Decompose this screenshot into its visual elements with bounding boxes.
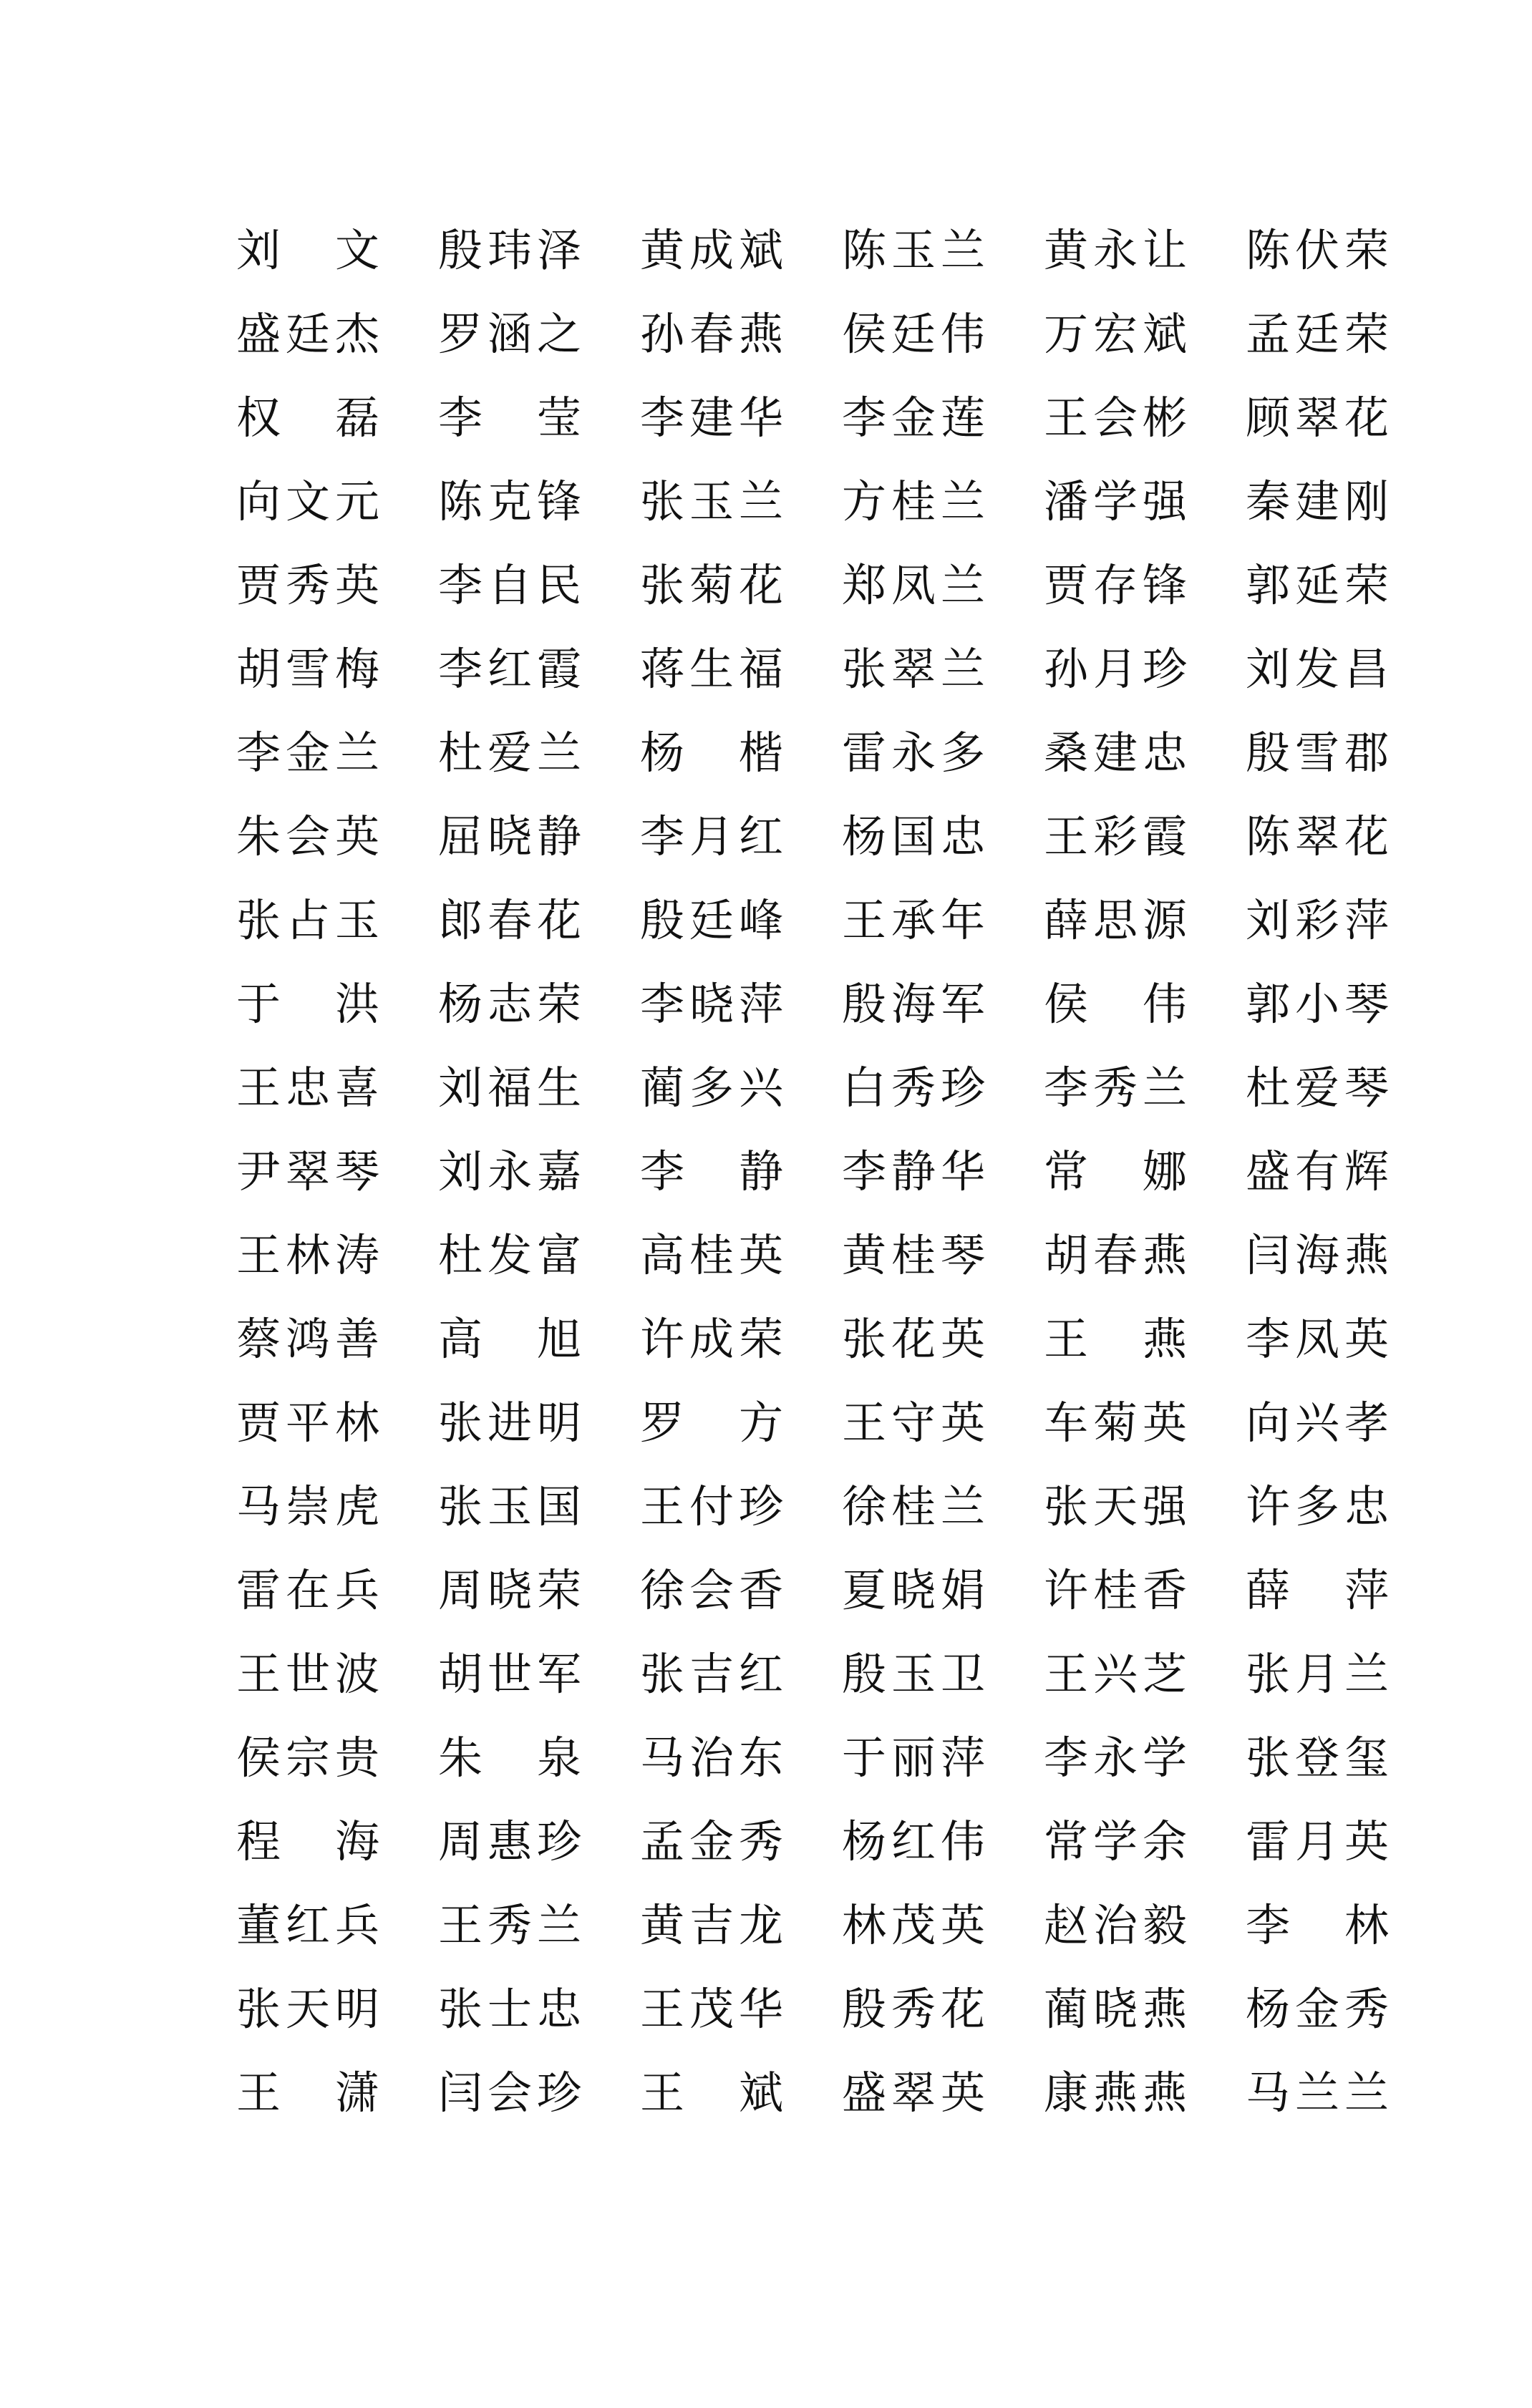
- name-entry: 朱 会 英: [236, 810, 379, 863]
- name-row: [236, 1387, 1439, 1459]
- name-entry: 陈 玉 兰: [842, 224, 985, 276]
- name-entry: 黄 成 斌: [640, 224, 783, 276]
- name-entry: 盛 廷 杰: [236, 308, 379, 360]
- name-entry: 孙 月 珍: [1044, 643, 1187, 695]
- name-entry: 张 士 忠: [438, 1983, 581, 2035]
- name-entry: 尹 翠 琴: [236, 1145, 379, 1198]
- name-entry: 王 兴 芝: [1044, 1648, 1187, 1700]
- name-entry: 殷 玉 卫: [842, 1648, 985, 1700]
- name-entry: 侯 廷 伟: [842, 308, 985, 360]
- name-entry: 陈 伏 荣: [1246, 224, 1389, 276]
- name-entry: 郎 春 花: [438, 894, 581, 946]
- name-entry: 闫 海 燕: [1246, 1229, 1389, 1281]
- name-entry: 许 多 忠: [1246, 1480, 1389, 1533]
- name-entry: 刘 福 生: [438, 1062, 581, 1114]
- name-entry: 胡 世 军: [438, 1648, 581, 1700]
- name-row: [236, 550, 1439, 621]
- name-entry: 王 世 波: [236, 1648, 379, 1700]
- name-entry: 杨 志 荣: [438, 978, 581, 1030]
- name-entry: 王 付 珍: [640, 1480, 783, 1533]
- name-entry: 张 登 玺: [1246, 1732, 1389, 1784]
- name-entry: 郭 延 荣: [1246, 559, 1389, 611]
- name-entry: 殷 秀 花: [842, 1983, 985, 2035]
- name-entry: 黄 永 让: [1044, 224, 1187, 276]
- name-entry: 程 海: [236, 1815, 379, 1868]
- name-entry: 郑 凤 兰: [842, 559, 985, 611]
- name-entry: 陈 翠 花: [1246, 810, 1389, 863]
- name-entry: 杨 金 秀: [1246, 1983, 1389, 2035]
- name-entry: 林 茂 英: [842, 1899, 985, 1951]
- name-entry: 贾 平 林: [236, 1397, 379, 1449]
- name-entry: 孙 春 燕: [640, 308, 783, 360]
- name-entry: 王 守 英: [842, 1397, 985, 1449]
- name-entry: 张 玉 国: [438, 1480, 581, 1533]
- name-entry: 徐 桂 兰: [842, 1480, 985, 1533]
- name-entry: 康 燕 燕: [1044, 2067, 1187, 2119]
- name-entry: 李 红 霞: [438, 643, 581, 695]
- name-entry: 刘 永 嘉: [438, 1145, 581, 1198]
- name-row: [236, 466, 1439, 538]
- name-entry: 雷 月 英: [1246, 1815, 1389, 1868]
- name-entry: 马 治 东: [640, 1732, 783, 1784]
- name-row: [236, 1471, 1439, 1543]
- name-entry: 李 静 华: [842, 1145, 985, 1198]
- name-entry: 贾 秀 英: [236, 559, 379, 611]
- name-entry: 许 桂 香: [1044, 1564, 1187, 1616]
- name-entry: 周 惠 珍: [438, 1815, 581, 1868]
- name-row: [236, 1555, 1439, 1626]
- name-entry: 董 红 兵: [236, 1899, 379, 1951]
- name-entry: 李 金 莲: [842, 392, 985, 444]
- name-row: [236, 885, 1439, 956]
- name-entry: 权 磊: [236, 392, 379, 444]
- name-entry: 薛 萍: [1246, 1564, 1389, 1616]
- name-entry: 方 桂 兰: [842, 475, 985, 528]
- name-entry: 刘 发 昌: [1246, 643, 1389, 695]
- name-entry: 张 翠 兰: [842, 643, 985, 695]
- name-entry: 高 旭: [438, 1313, 581, 1365]
- name-entry: 于 洪: [236, 978, 379, 1030]
- name-row: [236, 298, 1439, 370]
- name-entry: 陈 克 锋: [438, 475, 581, 528]
- name-entry: 蔺 多 兴: [640, 1062, 783, 1114]
- name-row: [236, 633, 1439, 705]
- name-entry: 车 菊 英: [1044, 1397, 1187, 1449]
- name-entry: 秦 建 刚: [1246, 475, 1389, 528]
- name-entry: 李 秀 兰: [1044, 1062, 1187, 1114]
- name-entry: 向 文 元: [236, 475, 379, 528]
- name-row: [236, 1638, 1439, 1710]
- name-entry: 王 燕: [1044, 1313, 1187, 1365]
- name-entry: 李 自 民: [438, 559, 581, 611]
- name-entry: 盛 有 辉: [1246, 1145, 1389, 1198]
- name-row: [236, 1722, 1439, 1794]
- name-entry: 雷 在 兵: [236, 1564, 379, 1616]
- name-entry: 杨 红 伟: [842, 1815, 985, 1868]
- name-entry: 李 金 兰: [236, 727, 379, 779]
- name-entry: 向 兴 孝: [1246, 1397, 1389, 1449]
- name-entry: 高 桂 英: [640, 1229, 783, 1281]
- name-entry: 顾 翠 花: [1246, 392, 1389, 444]
- name-entry: 王 会 彬: [1044, 392, 1187, 444]
- name-list-grid: [236, 215, 1439, 2147]
- name-entry: 常 娜: [1044, 1145, 1187, 1198]
- name-entry: 许 成 荣: [640, 1313, 783, 1365]
- name-row: [236, 1890, 1439, 1961]
- name-entry: 赵 治 毅: [1044, 1899, 1187, 1951]
- name-entry: 李 莹: [438, 392, 581, 444]
- name-entry: 张 玉 兰: [640, 475, 783, 528]
- name-entry: 殷 玮 泽: [438, 224, 581, 276]
- name-entry: 侯 宗 贵: [236, 1732, 379, 1784]
- name-entry: 马 兰 兰: [1246, 2067, 1389, 2119]
- name-entry: 万 宏 斌: [1044, 308, 1187, 360]
- name-entry: 张 月 兰: [1246, 1648, 1389, 1700]
- name-entry: 刘 文: [236, 224, 379, 276]
- name-entry: 徐 会 香: [640, 1564, 783, 1616]
- name-row: [236, 1052, 1439, 1124]
- name-entry: 李 静: [640, 1145, 783, 1198]
- name-row: [236, 1303, 1439, 1375]
- name-row: [236, 2057, 1439, 2129]
- name-entry: 孟 金 秀: [640, 1815, 783, 1868]
- name-entry: 杨 楷: [640, 727, 783, 779]
- name-entry: 闫 会 珍: [438, 2067, 581, 2119]
- name-entry: 胡 春 燕: [1044, 1229, 1187, 1281]
- name-row: [236, 717, 1439, 789]
- name-entry: 李 晓 萍: [640, 978, 783, 1030]
- name-entry: 黄 桂 琴: [842, 1229, 985, 1281]
- name-entry: 雷 永 多: [842, 727, 985, 779]
- name-row: [236, 215, 1439, 286]
- name-entry: 夏 晓 娟: [842, 1564, 985, 1616]
- name-entry: 蔺 晓 燕: [1044, 1983, 1187, 2035]
- name-entry: 白 秀 珍: [842, 1062, 985, 1114]
- name-entry: 刘 彩 萍: [1246, 894, 1389, 946]
- name-entry: 桑 建 忠: [1044, 727, 1187, 779]
- name-row: [236, 1974, 1439, 2045]
- name-entry: 杜 发 富: [438, 1229, 581, 1281]
- name-entry: 张 天 明: [236, 1983, 379, 2035]
- name-entry: 盛 翠 英: [842, 2067, 985, 2119]
- name-row: [236, 1806, 1439, 1878]
- name-entry: 李 林: [1246, 1899, 1389, 1951]
- name-entry: 殷 雪 郡: [1246, 727, 1389, 779]
- name-row: [236, 1220, 1439, 1291]
- name-entry: 常 学 余: [1044, 1815, 1187, 1868]
- name-entry: 王 潇: [236, 2067, 379, 2119]
- name-entry: 周 晓 荣: [438, 1564, 581, 1616]
- name-entry: 薛 思 源: [1044, 894, 1187, 946]
- name-entry: 侯 伟: [1044, 978, 1187, 1030]
- name-entry: 蒋 生 福: [640, 643, 783, 695]
- name-entry: 马 崇 虎: [236, 1480, 379, 1533]
- name-entry: 杨 国 忠: [842, 810, 985, 863]
- name-entry: 罗 方: [640, 1397, 783, 1449]
- name-entry: 王 彩 霞: [1044, 810, 1187, 863]
- name-entry: 李 月 红: [640, 810, 783, 863]
- name-entry: 李 凤 英: [1246, 1313, 1389, 1365]
- name-entry: 王 秀 兰: [438, 1899, 581, 1951]
- name-entry: 殷 海 军: [842, 978, 985, 1030]
- name-entry: 李 建 华: [640, 392, 783, 444]
- name-entry: 蔡 鸿 善: [236, 1313, 379, 1365]
- name-entry: 王 茂 华: [640, 1983, 783, 2035]
- name-entry: 朱 泉: [438, 1732, 581, 1784]
- name-entry: 张 吉 红: [640, 1648, 783, 1700]
- name-entry: 罗 涵 之: [438, 308, 581, 360]
- name-entry: 孟 廷 荣: [1246, 308, 1389, 360]
- name-entry: 胡 雪 梅: [236, 643, 379, 695]
- name-row: [236, 1136, 1439, 1208]
- name-row: [236, 382, 1439, 454]
- name-row: [236, 801, 1439, 873]
- name-row: [236, 968, 1439, 1040]
- name-entry: 王 承 年: [842, 894, 985, 946]
- name-entry: 潘 学 强: [1044, 475, 1187, 528]
- name-entry: 王 林 涛: [236, 1229, 379, 1281]
- name-entry: 殷 廷 峰: [640, 894, 783, 946]
- name-entry: 王 忠 喜: [236, 1062, 379, 1114]
- name-entry: 于 丽 萍: [842, 1732, 985, 1784]
- name-entry: 贾 存 锋: [1044, 559, 1187, 611]
- name-entry: 杜 爱 兰: [438, 727, 581, 779]
- name-entry: 郭 小 琴: [1246, 978, 1389, 1030]
- name-entry: 杜 爱 琴: [1246, 1062, 1389, 1114]
- name-entry: 张 占 玉: [236, 894, 379, 946]
- name-entry: 王 斌: [640, 2067, 783, 2119]
- name-entry: 张 天 强: [1044, 1480, 1187, 1533]
- name-entry: 李 永 学: [1044, 1732, 1187, 1784]
- name-entry: 黄 吉 龙: [640, 1899, 783, 1951]
- name-entry: 屈 晓 静: [438, 810, 581, 863]
- name-entry: 张 花 英: [842, 1313, 985, 1365]
- name-entry: 张 进 明: [438, 1397, 581, 1449]
- name-entry: 张 菊 花: [640, 559, 783, 611]
